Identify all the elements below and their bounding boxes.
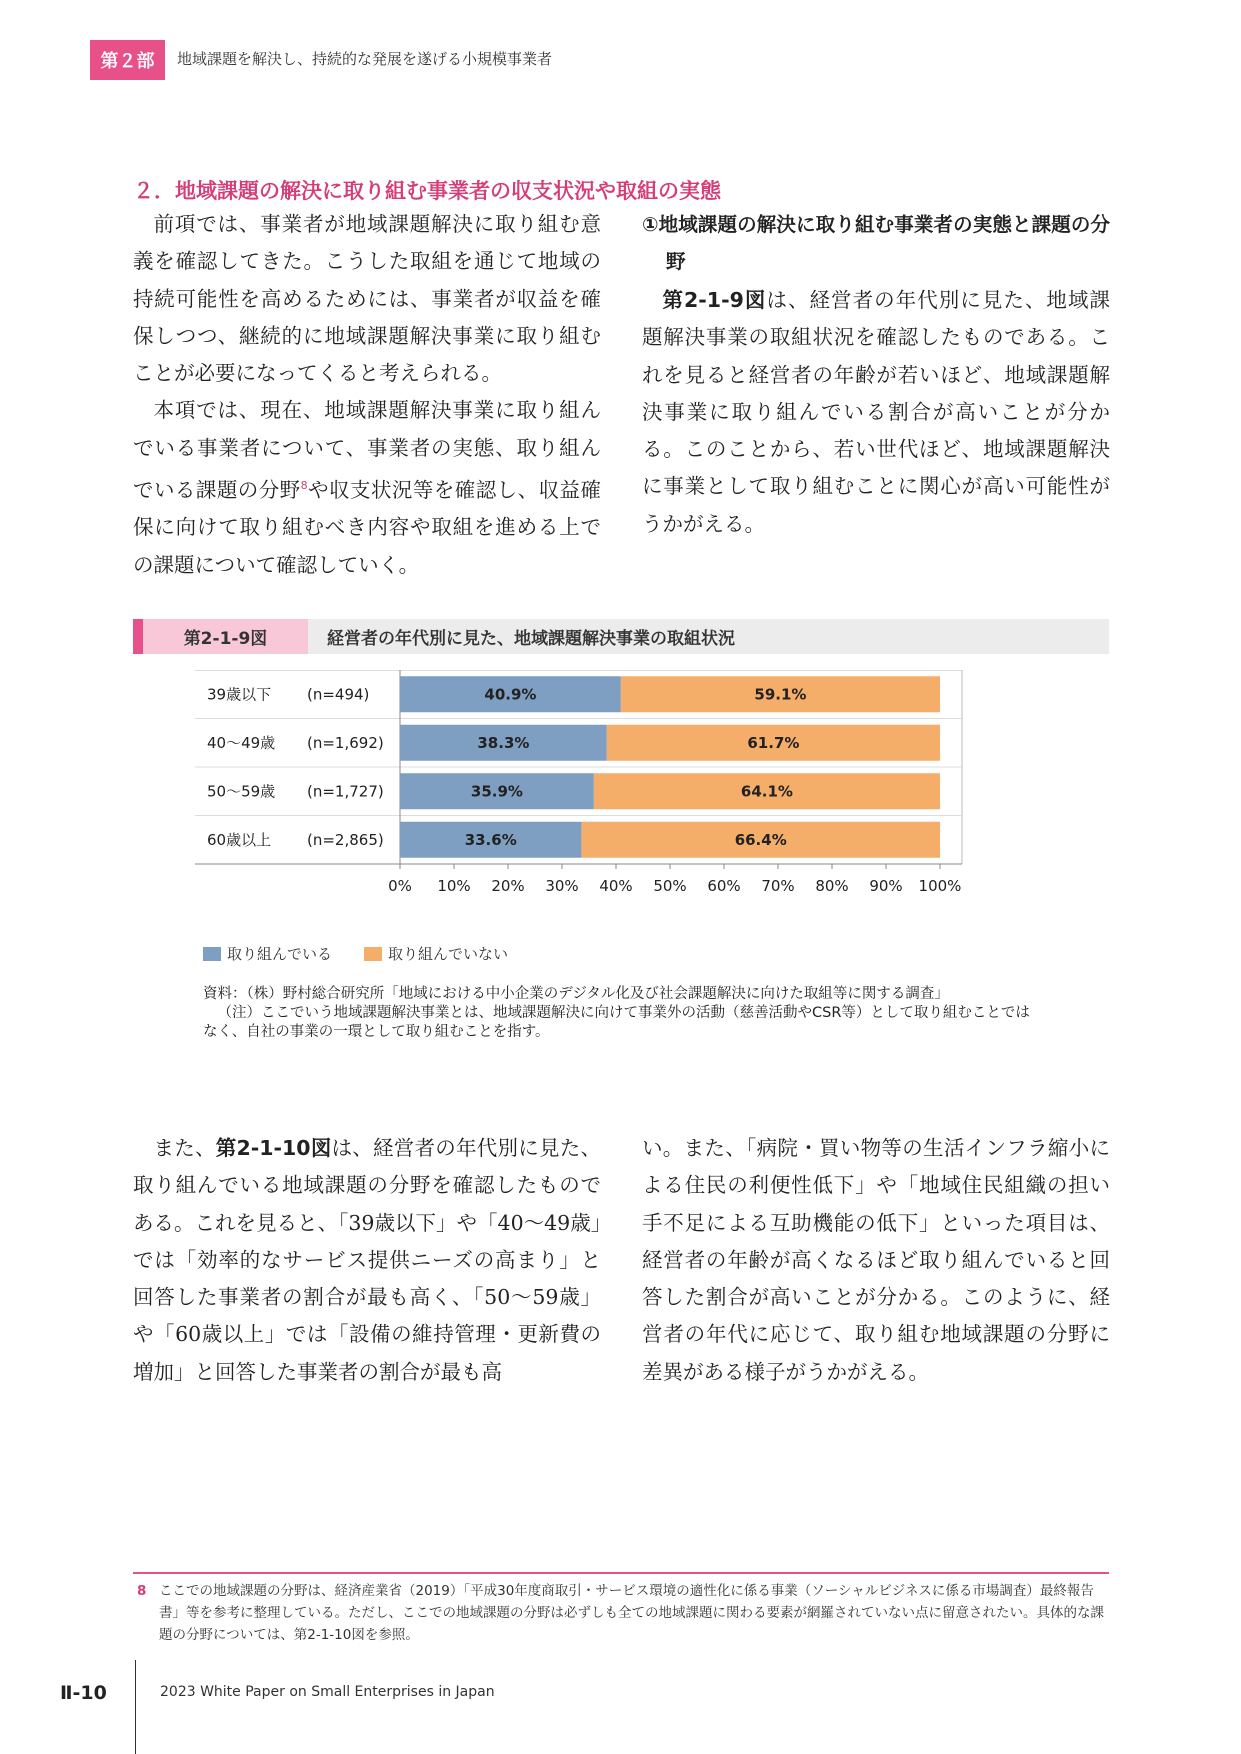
figure-note-line-2: なく、自社の事業の一環として取り組むことを指す。 xyxy=(203,1024,550,1040)
body-left-text-b: は、経営者の年代別に見た、取り組んでいる地域課題の分野を確認したものである。これを見ると、「39歳以下」や「40～49歳」では「効率的なサービス提供ニーズの高まり」と回答した事業者の割合が最も高く、「50～59歳」や「60歳以上」では「設備の維持管理・更新費の増加」と回答した事業者の割合が最も高 xyxy=(133,1136,602,1384)
figure-number: 第2-1-9図 xyxy=(143,619,308,654)
bar-value-label: 59.1% xyxy=(754,685,807,704)
part-label-tab: 第２部 xyxy=(90,40,165,80)
figure-header-accent xyxy=(133,619,143,654)
footnote xyxy=(133,1580,1109,1646)
figure-title: 経営者の年代別に見た、地域課題解決事業の取組状況 xyxy=(327,629,735,649)
category-label: 39歳以下 xyxy=(207,685,272,704)
bar-value-label: 33.6% xyxy=(464,830,517,849)
legend-swatch-engaged xyxy=(203,947,221,961)
bar-value-label: 35.9% xyxy=(470,782,523,801)
legend-item-not-engaged xyxy=(364,943,508,964)
x-tick-label: 100% xyxy=(918,877,962,895)
figure-reference[interactable]: 第2-1-9図 xyxy=(662,288,767,312)
sample-size-label: (n=1,727) xyxy=(307,782,384,801)
x-tick-label: 0% xyxy=(388,877,412,895)
legend-swatch-not-engaged xyxy=(364,947,382,961)
x-tick-label: 60% xyxy=(707,877,741,895)
intro-paragraph-2-text-b: や収支状況等を確認し、収益確保に向けて取り組むべき内容や取組を進める上での課題について確認していく。 xyxy=(133,477,602,577)
body-left-column xyxy=(133,1130,601,1391)
sample-size-label: (n=1,692) xyxy=(307,733,384,752)
intro-paragraph-2-text-a: 本項では、現在、地域課題解決事業に取り組んでいる事業者について、事業者の実態、取り組んでいる課題の分野 xyxy=(133,398,601,502)
body-right-column xyxy=(642,1130,1110,1391)
legend-label-not-engaged: 取り組んでいない xyxy=(388,945,509,963)
x-tick-label: 30% xyxy=(545,877,579,895)
stacked-bar-chart xyxy=(195,670,1075,940)
footnote-number: 8 xyxy=(137,1583,147,1599)
x-tick-label: 40% xyxy=(599,877,633,895)
x-tick-label: 10% xyxy=(437,877,471,895)
figure-notes xyxy=(203,985,1083,1042)
page-number: Ⅱ-10 xyxy=(60,1682,107,1704)
footnote-text: ここでの地域課題の分野は、経済産業省（2019）「平成30年度商取引・サービス環境の適性化に係る事業（ソーシャルビジネスに係る市場調査）最終報告書」等を参考に整理している。ただし、ここでの地域課題の分野は必ずしも全ての地域課題に関わる要素が網羅されていない点に留意されたい。具体的な課題の分野については、第2-1-10図を参照。 xyxy=(159,1583,1104,1643)
intro-paragraph-2 xyxy=(133,392,601,583)
body-left-paragraph xyxy=(133,1130,601,1391)
footnote-divider xyxy=(133,1572,1109,1574)
legend-item-engaged xyxy=(203,943,332,964)
bar-value-label: 40.9% xyxy=(484,685,537,704)
sample-size-label: (n=494) xyxy=(307,685,370,704)
x-tick-label: 20% xyxy=(491,877,525,895)
intro-right-column xyxy=(642,206,1110,543)
figure-source: 資料：（株）野村総合研究所「地域における中小企業のデジタル化及び社会課題解決に向けた取組等に関する調査」 xyxy=(203,986,949,1002)
intro-left-column xyxy=(133,206,601,584)
publication-title: 2023 White Paper on Small Enterprises in Japan xyxy=(160,1684,495,1700)
footnote-marker[interactable]: 8 xyxy=(300,479,308,493)
footer-divider xyxy=(135,1660,136,1754)
bar-value-label: 66.4% xyxy=(734,830,787,849)
x-tick-label: 90% xyxy=(869,877,903,895)
section-title: ２．地域課題の解決に取り組む事業者の収支状況や取組の実態 xyxy=(133,179,721,203)
x-tick-label: 80% xyxy=(815,877,849,895)
figure-note-line-1: （注）ここでいう地域課題解決事業とは、地域課題解決に向けて事業外の活動（慈善活動やCSR等）として取り組むことでは xyxy=(217,1005,1030,1021)
bar-value-label: 38.3% xyxy=(477,733,530,752)
intro-right-paragraph xyxy=(642,282,1110,543)
intro-right-text: は、経営者の年代別に見た、地域課題解決事業の取組状況を確認したものである。これを見ると経営者の年齢が若いほど、地域課題解決事業に取り組んでいる割合が高いことが分かる。このことから、若い世代ほど、地域課題解決に事業として取り組むことに関心が高い可能性がうかがえる。 xyxy=(642,288,1111,536)
chart-legend xyxy=(203,943,540,964)
sample-size-label: (n=2,865) xyxy=(307,830,384,849)
x-tick-label: 50% xyxy=(653,877,687,895)
intro-paragraph-1: 前項では、事業者が地域課題解決に取り組む意義を確認してきた。こうした取組を通じて地域の持続可能性を高めるためには、事業者が収益を確保しつつ、継続的に地域課題解決事業に取り組むことが必要になってくると考えられる。 xyxy=(133,212,601,386)
bar-value-label: 64.1% xyxy=(740,782,793,801)
figure-reference-2-1-10[interactable]: 第2-1-10図 xyxy=(215,1136,332,1160)
body-left-text-a: また、 xyxy=(153,1136,216,1160)
category-label: 40～49歳 xyxy=(207,733,276,752)
category-label: 50～59歳 xyxy=(207,782,276,801)
category-label: 60歳以上 xyxy=(207,830,272,849)
body-right-paragraph: い。また、「病院・買い物等の生活インフラ縮小による住民の利便性低下」や「地域住民組織の担い手不足による互助機能の低下」といった項目は、経営者の年齢が高くなるほど取り組んでいると回答した割合が高いことが分かる。このように、経営者の年代に応じて、取り組む地域課題の分野に差異がある様子がうかがえる。 xyxy=(642,1136,1110,1384)
subsection-heading: ①地域課題の解決に取り組む事業者の実態と課題の分野 xyxy=(642,213,1110,273)
part-title: 地域課題を解決し、持続的な発展を遂げる小規模事業者 xyxy=(177,50,553,68)
bar-value-label: 61.7% xyxy=(747,733,800,752)
legend-label-engaged: 取り組んでいる xyxy=(227,945,333,963)
x-tick-label: 70% xyxy=(761,877,795,895)
